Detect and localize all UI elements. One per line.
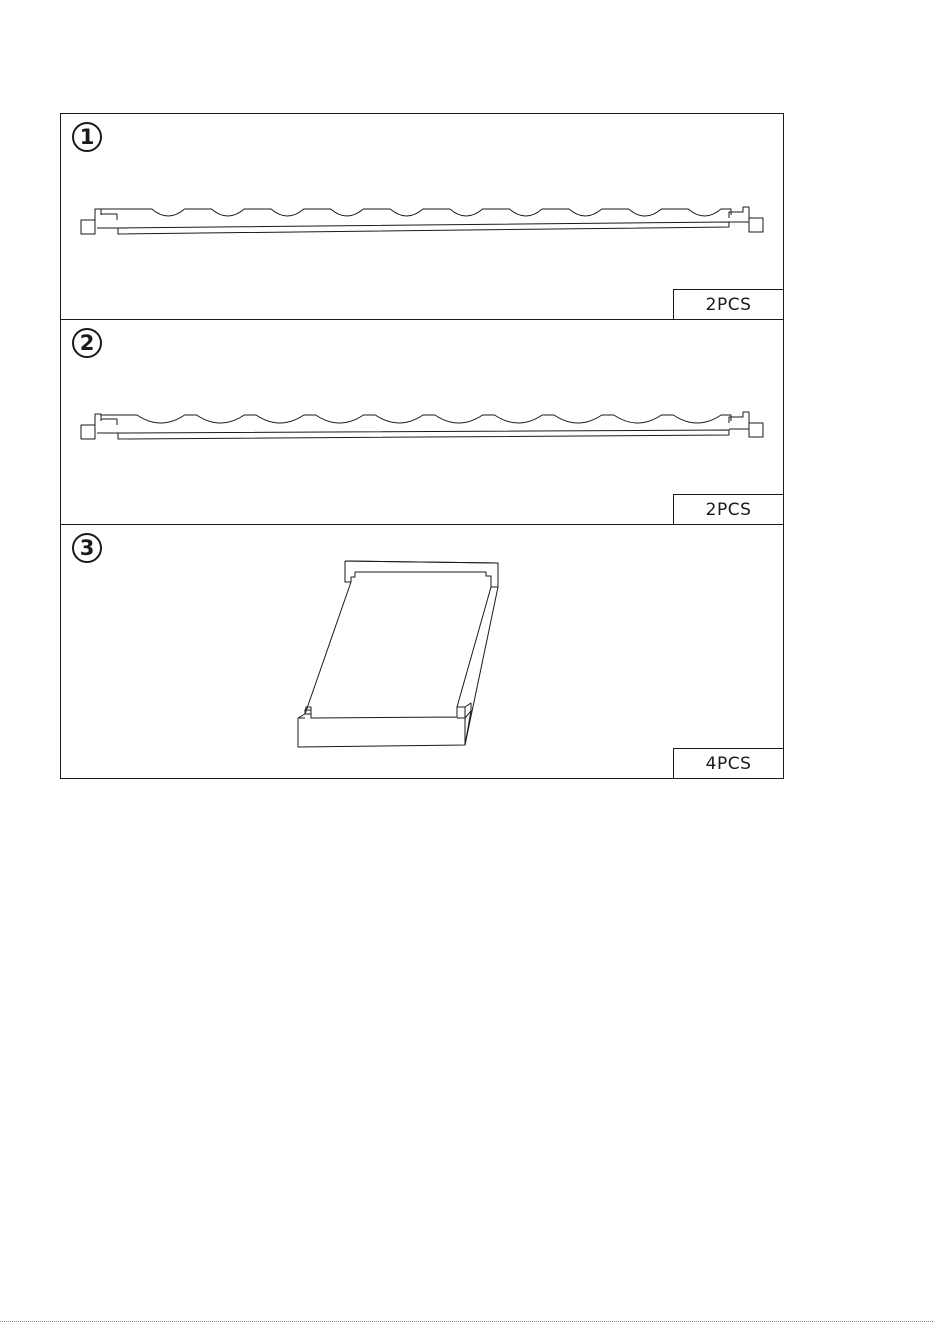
part-panel-1 <box>61 114 783 319</box>
parts-list-frame <box>60 113 784 779</box>
part-number-badge: 3 <box>72 533 102 563</box>
part-number-badge: 1 <box>72 122 102 152</box>
part-panel-3 <box>61 524 783 778</box>
end-panel-board-illustration <box>61 525 783 779</box>
part-number-badge: 2 <box>72 328 102 358</box>
quantity-label: 2PCS <box>673 494 783 524</box>
part-panel-2 <box>61 319 783 524</box>
page-bottom-rule <box>0 1321 933 1322</box>
quantity-label: 2PCS <box>673 289 783 319</box>
quantity-label: 4PCS <box>673 748 783 778</box>
